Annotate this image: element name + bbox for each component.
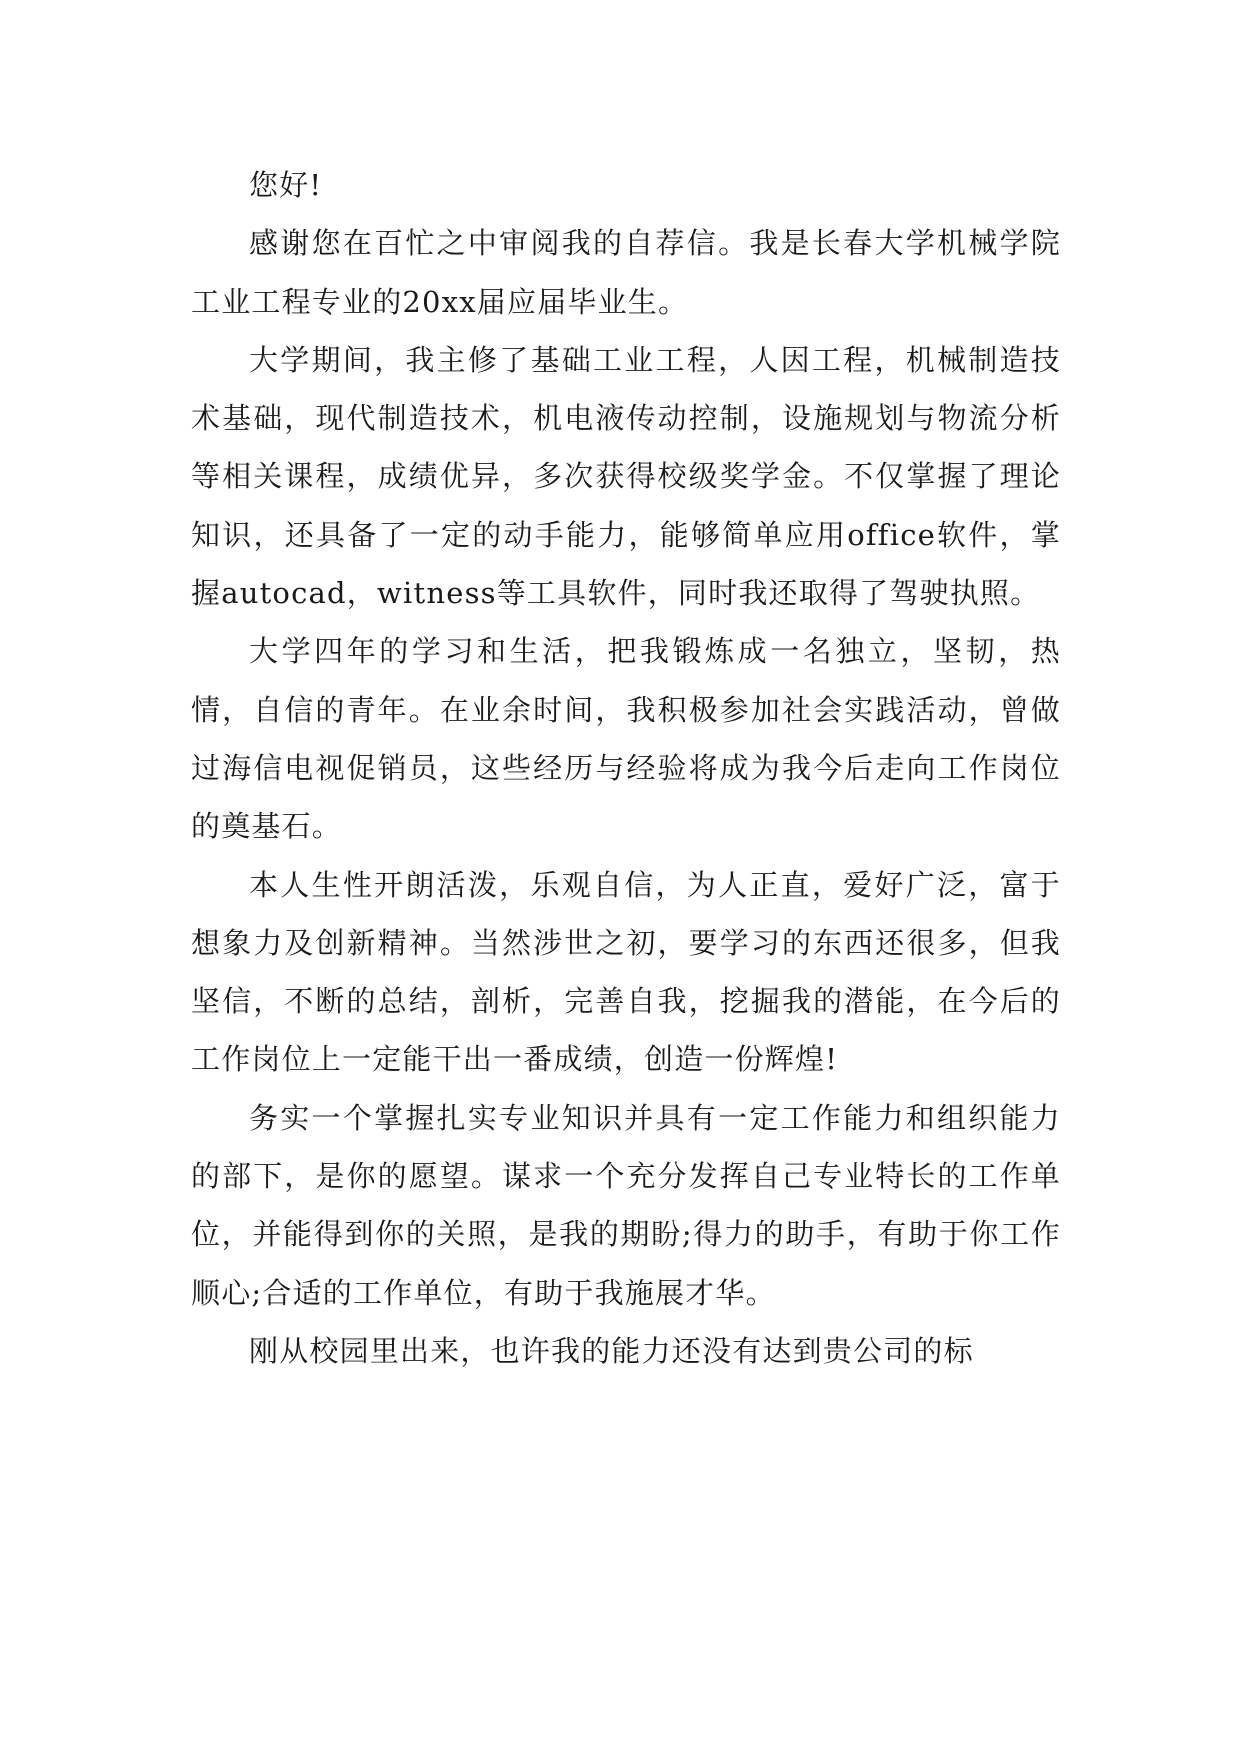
paragraph-greeting: 您好! [249,168,323,202]
paragraph-personality: 本人生性开朗活泼，乐观自信，为人正直，爱好广泛，富于想象力及创新精神。当然涉世之初，要学习的东西还很多，但我坚信，不断的总结，剖析，完善自我，挖掘我的潜能，在今后的工作岗位上一定能干出一番成绩，创造一份辉煌! [191,867,1061,1077]
paragraph-experience: 大学四年的学习和生活，把我锻炼成一名独立，坚韧，热情，自信的青年。在业余时间，我积极参加社会实践活动，曾做过海信电视促销员，这些经历与经验将成为我今后走向工作岗位的奠基石。 [191,634,1061,844]
letter-body [191,156,1061,1380]
paragraph-closing-start: 刚从校园里出来，也许我的能力还没有达到贵公司的标 [249,1333,974,1368]
paragraph-introduction: 感谢您在百忙之中审阅我的自荐信。我是长春大学机械学院工业工程专业的20xx届应届毕业生。 [191,226,1061,319]
paragraph-education: 大学期间，我主修了基础工业工程，人因工程，机械制造技术基础，现代制造技术，机电液传动控制，设施规划与物流分析等相关课程，成绩优异，多次获得校级奖学金。不仅掌握了理论知识，还具备了一定的动手能力，能够简单应用office软件，掌握autocad，witness等工具软件，同时我还取得了驾驶执照。 [191,342,1061,611]
paragraph-aspiration: 务实一个掌握扎实专业知识并具有一定工作能力和组织能力的部下，是你的愿望。谋求一个充分发挥自己专业特长的工作单位，并能得到你的关照，是我的期盼;得力的助手，有助于你工作顺心;合适的工作单位，有助于我施展才华。 [191,1100,1061,1310]
